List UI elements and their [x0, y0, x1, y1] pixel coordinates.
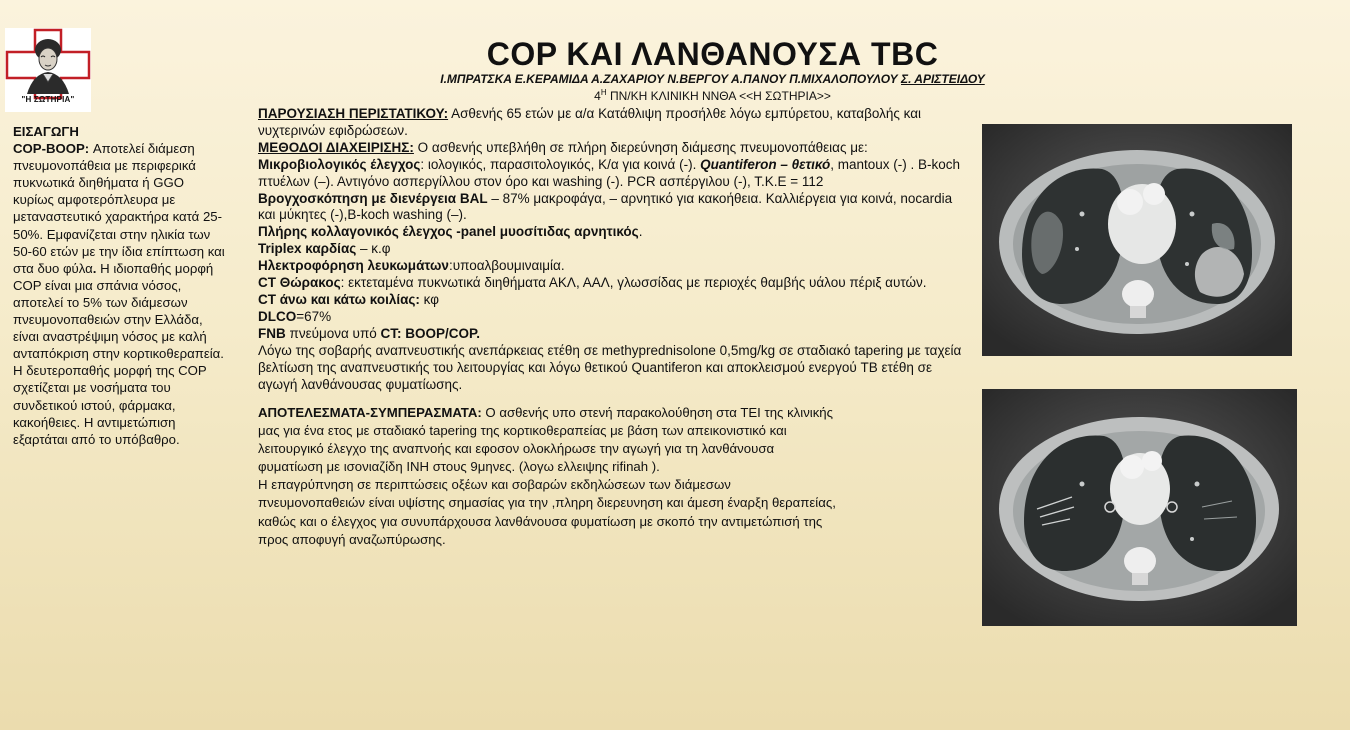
methods-text: Ο ασθενής υπεβλήθη σε πλήρη διερεύνηση διάμεσης πνευμονοπάθειας με:: [413, 139, 868, 155]
intro-heading: ΕΙΣΑΓΩΓΗ: [13, 124, 79, 139]
micro-label: Μικροβιολογικός έλεγχος: [258, 156, 421, 172]
case-section: [258, 106, 973, 393]
fnb-text: πνεύμονα υπό: [285, 325, 381, 341]
poster-title: COP ΚΑΙ ΛΑΝΘΑΝΟΥΣΑ TBC: [486, 36, 939, 72]
intro-text-1: Αποτελεί διάμεση πνευμονοπάθεια με περιφερικά πυκνωτικά διηθήματα ή GGO κυρίως αμφοτερόπλευρα με μεταναστευτικό χαρακτήρα κατά 25-50%. Εμφανίζεται στην ηλικία των 50-60 ετών με την ίδια επίπτωση και στα δυο φύλα: [13, 141, 225, 276]
fnb-label: FNB: [258, 325, 286, 341]
dlco-text: =67%: [296, 308, 332, 324]
electrophoresis-text: :υποαλβουμιναιμία.: [448, 258, 565, 274]
ct-chest-text: : εκτεταμένα πυκνωτικά διηθήματα ΑΚΛ, ΑΑΛ, γλωσσίδας με περιοχές θαμβής υάλου πέριξ αυτών.: [340, 275, 927, 291]
ct-chest-label: CT Θώρακος: [258, 275, 341, 291]
results-section: [258, 404, 838, 549]
quantiferon-result: Quantiferon – θετικό: [700, 156, 831, 172]
fnb-ct: CT: BOOP/COP.: [380, 325, 481, 341]
ct-scan-after-image: [982, 389, 1297, 626]
ct-scan-before-image: [982, 124, 1292, 356]
results-text-2: Η επαγρύπνηση σε περιπτώσεις οξέων και σοβαρών εκδηλώσεων των διάμεσων πνευμονοπαθειών είναι υψίστης σημασίας για την ,πληρη διερευνηση και άμεση έναρξη θεραπείας, καθώς και ο έλεγχος για συνυπάρχουσα λανθάνουσα φυματίωση με σκοπό την αντιμετώπισή της προς αποφυγή αναζωπύρωσης.: [258, 477, 836, 547]
ct-abdomen-text: κφ: [419, 291, 440, 307]
bal-label: Βρογχοσκόπηση με διενέργεια BAL: [258, 190, 488, 206]
intro-label: COP-BOOP:: [13, 141, 90, 157]
clinic-number: 4: [594, 89, 601, 103]
authors: Ι.ΜΠΡΑΤΣΚΑ Ε.ΚΕΡΑΜΙΔΑ Α.ΖΑΧΑΡΙΟΥ Ν.ΒΕΡΓΟΥ Α.ΠΑΝΟΥ Π.ΜΙΧΑΛΟΠΟΥΛΟΥ: [440, 72, 898, 86]
author-underlined: Σ. ΑΡΙΣΤΕΙΔΟΥ: [901, 72, 985, 86]
intro-text-2: Η ιδιοπαθής μορφή COP είναι μια σπάνια νόσος, αποτελεί το 5% των διάμεσων πνευμονοπαθειών στην Ελλάδα, είναι αναστρέψιμη νόσος με καλή ανταπόκριση στην κορτικοθεραπεία.: [13, 260, 224, 362]
authors-line: [380, 72, 1045, 86]
dlco-label: DLCO: [258, 308, 297, 324]
collagen-dot: .: [638, 224, 643, 240]
logo-caption: "Η ΣΩΤΗΡΙΑ": [21, 95, 75, 104]
collagen-text: Πλήρης κολλαγονικός έλεγχος -panel μυοσίτιδας αρνητικός: [258, 224, 639, 240]
methods-label: ΜΕΘΟΔΟΙ ΔΙΑΧΕΙΡΙΣΗΣ:: [258, 139, 414, 155]
bal-text: – 87% μακροφάγα, – αρνητικό για κακοήθεια. Καλλιέργεια για κοινά, nocardia και μύκητες (-),B-koch washing (–).: [258, 190, 953, 223]
triplex-text: – κ.φ: [356, 241, 391, 257]
clinic-superscript: Η: [600, 88, 607, 97]
results-text-1: Ο ασθενής υπο στενή παρακολούθηση στα ΤΕΙ της κλινικής μας για ένα ετος με σταδιακό tapering της κορτικοθεραπείας με βάση των απεικονιστικό και λειτουργικό έλεγχο της αναπνοής και εφοσον ολοκλήρωσε την αγωγή για τη λανθάνουσα φυματίωση με ισονιαζίδη ΙΝΗ στους 9μηνες. (λογω ελλειψης rifinah ).: [258, 405, 834, 475]
intro-dot: .: [92, 260, 97, 276]
introduction-section: [13, 123, 228, 448]
micro-text-2: , mantoux (-) . B-koch πτυέλων (–). Αντιγόνο ασπεργίλλου στον όρο και washing (-). PCR ασπέργιλου (-), Τ.Κ.Ε = 112: [258, 156, 961, 189]
presentation-label: ΠΑΡΟΥΣΙΑΣΗ ΠΕΡΙΣΤΑΤΙΚΟΥ:: [258, 106, 449, 121]
treatment-text: Λόγω της σοβαρής αναπνευστικής ανεπάρκειας ετέθη σε methyprednisolone 0,5mg/kg σε σταδιακό tapering με ταχεία βελτίωση της αναπνευστικής του λειτουργίας και λόγω θετικού Quantiferon και αποκλεισμού ενεργού TB ετέθη σε αγωγή λανθάνουσας φυματίωσης.: [258, 342, 962, 392]
micro-text-1: : ιολογικός, παρασιτολογικός, Κ/α για κοινά (-).: [420, 156, 701, 172]
results-label: ΑΠΟΤΕΛΕΣΜΑΤΑ-ΣΥΜΠΕΡΑΣΜΑΤΑ:: [258, 405, 482, 420]
triplex-label: Triplex καρδίας: [258, 241, 357, 257]
presentation-text: Ασθενής 65 ετών με α/α Κατάθλιψη προσήλθε λόγω εμπύρετου, καταβολής και νυχτερινών εφιδρώσεων.: [258, 106, 922, 138]
electrophoresis-label: Ηλεκτροφόρηση λευκωμάτων: [258, 258, 449, 274]
hospital-logo: [5, 28, 91, 112]
clinic-line: [420, 88, 1005, 103]
intro-text-3: Η δευτεροπαθής μορφή της COP σχετίζεται με νοσήματα του συνδετικού ιστού, φάρμακα, κακοήθειες. Η αντιμετώπιση εξαρτάται από το υπόβαθρο.: [13, 363, 207, 447]
ct-abdomen-label: CT άνω και κάτω κοιλίας:: [258, 291, 420, 307]
clinic-name: ΠΝ/ΚΗ ΚΛΙΝΙΚΗ ΝΝΘΑ <<Η ΣΩΤΗΡΙΑ>>: [606, 89, 831, 103]
